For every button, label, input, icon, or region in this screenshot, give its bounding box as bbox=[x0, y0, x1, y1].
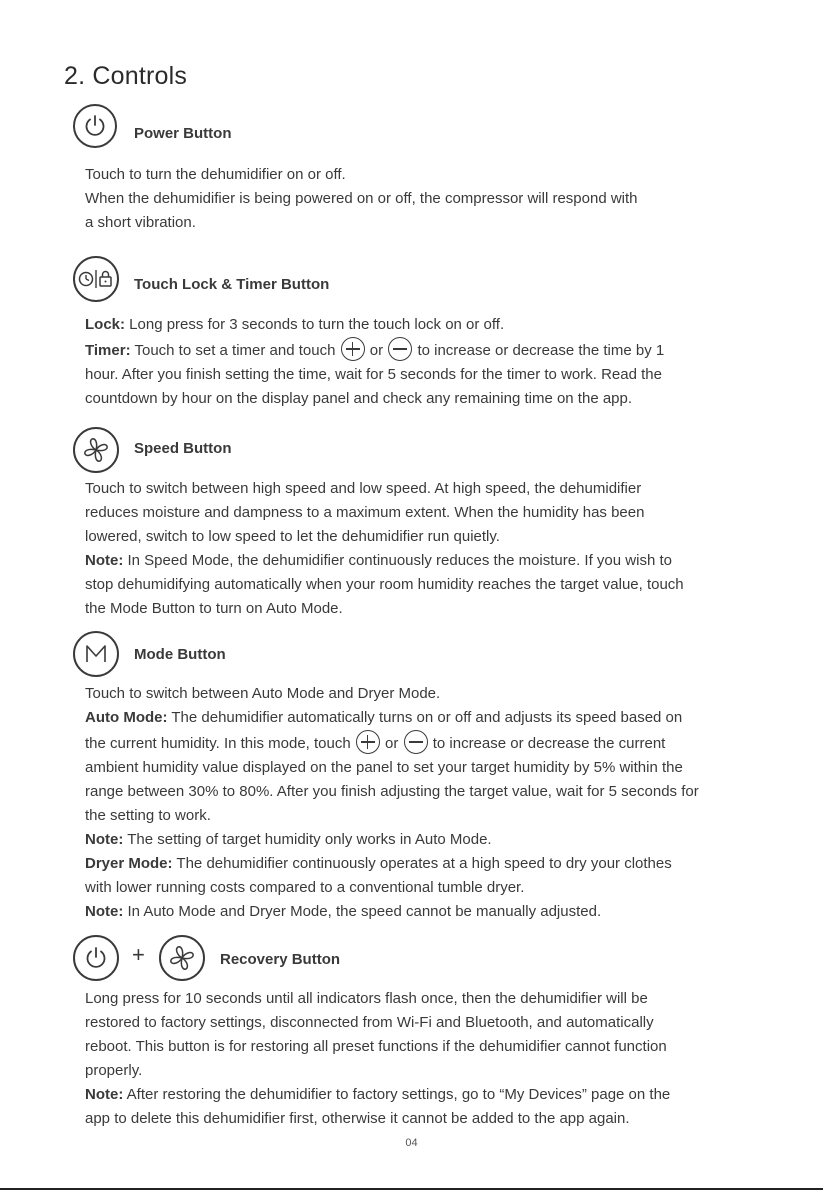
speed-button-description bbox=[85, 477, 785, 621]
power-icon bbox=[82, 944, 110, 972]
speed-button-icon bbox=[73, 427, 119, 473]
auto-mode-text: The dehumidifier automatically turns on or off and adjusts its speed based on bbox=[167, 709, 683, 726]
clock-icon bbox=[80, 273, 93, 286]
power-button-description bbox=[85, 163, 785, 235]
text-line: properly. bbox=[85, 1062, 143, 1079]
note-text: In Speed Mode, the dehumidifier continuously reduces the moisture. If you wish to bbox=[123, 552, 672, 569]
text-line bbox=[85, 828, 785, 852]
auto-mode-label: Auto Mode: bbox=[85, 709, 168, 726]
text-line: stop dehumidifying automatically when your room humidity reaches the target value, touch bbox=[85, 576, 684, 593]
lock-timer-icons bbox=[77, 267, 115, 291]
mode-button-description bbox=[85, 682, 785, 924]
timer-label: Timer: bbox=[85, 342, 131, 359]
recovery-fan-icon bbox=[159, 935, 205, 981]
plus-sign: + bbox=[132, 942, 145, 967]
page-number: 04 bbox=[405, 1137, 418, 1149]
note-text: After restoring the dehumidifier to factory settings, go to “My Devices” page on the bbox=[123, 1086, 671, 1103]
bottom-rule bbox=[0, 1188, 823, 1190]
text-line: reboot. This button is for restoring all preset functions if the dehumidifier cannot function bbox=[85, 1038, 667, 1055]
text-line: reduces moisture and dampness to a maximum extent. When the humidity has been bbox=[85, 504, 645, 521]
text-line: Touch to switch between Auto Mode and Dryer Mode. bbox=[85, 685, 441, 702]
mode-m-icon bbox=[83, 642, 109, 666]
padlock-icon bbox=[100, 272, 111, 287]
dryer-mode-label: Dryer Mode: bbox=[85, 855, 173, 872]
text-line: the setting to work. bbox=[85, 807, 211, 824]
lock-label: Lock: bbox=[85, 316, 126, 333]
text-line: lowered, switch to low speed to let the dehumidifier run quietly. bbox=[85, 528, 500, 545]
text-line bbox=[85, 852, 785, 876]
minus-circle-icon bbox=[404, 730, 428, 754]
text-line: When the dehumidifier is being powered on or off, the compressor will respond with bbox=[85, 190, 638, 207]
text-line: range between 30% to 80%. After you finish adjusting the target value, wait for 5 seconds for bbox=[85, 783, 699, 800]
timer-text: to increase or decrease the time by 1 bbox=[413, 342, 665, 359]
text-line: a short vibration. bbox=[85, 214, 196, 231]
text-line: Touch to switch between high speed and low speed. At high speed, the dehumidifier bbox=[85, 480, 642, 497]
power-button-icon bbox=[73, 104, 117, 148]
text-line bbox=[85, 900, 785, 924]
recovery-power-icon bbox=[73, 935, 119, 981]
plus-circle-icon bbox=[356, 730, 380, 754]
fan-icon bbox=[167, 943, 197, 973]
text-line: restored to factory settings, disconnected from Wi-Fi and Bluetooth, and automatically bbox=[85, 1014, 654, 1031]
fan-icon bbox=[81, 435, 111, 465]
lock-timer-heading: Touch Lock & Timer Button bbox=[134, 276, 330, 293]
text-line: Touch to turn the dehumidifier on or off. bbox=[85, 166, 346, 183]
or-word: or bbox=[365, 342, 388, 359]
minus-circle-icon bbox=[388, 337, 412, 361]
note-label: Note: bbox=[85, 1086, 124, 1103]
mode-button-heading: Mode Button bbox=[134, 646, 226, 663]
plus-circle-icon bbox=[341, 337, 365, 361]
text-line bbox=[85, 337, 785, 363]
note-text: In Auto Mode and Dryer Mode, the speed cannot be manually adjusted. bbox=[123, 903, 602, 920]
mode-button-icon bbox=[73, 631, 119, 677]
text-line: the Mode Button to turn on Auto Mode. bbox=[85, 600, 343, 617]
lock-text: Long press for 3 seconds to turn the touch lock on or off. bbox=[125, 316, 505, 333]
note-label: Note: bbox=[85, 903, 124, 920]
text-line bbox=[85, 730, 785, 756]
recovery-button-description bbox=[85, 987, 785, 1131]
text-line bbox=[85, 1083, 785, 1107]
recovery-button-heading: Recovery Button bbox=[220, 951, 341, 968]
lock-timer-button-icon bbox=[73, 256, 119, 302]
text-line: countdown by hour on the display panel and check any remaining time on the app. bbox=[85, 390, 633, 407]
or-word: or bbox=[380, 735, 403, 752]
lock-timer-description bbox=[85, 313, 785, 411]
text-line bbox=[85, 549, 785, 573]
text-line: app to delete this dehumidifier first, otherwise it cannot be added to the app again. bbox=[85, 1110, 630, 1127]
timer-text: Touch to set a timer and touch bbox=[130, 342, 340, 359]
text-line bbox=[85, 706, 785, 730]
page-title: 2. Controls bbox=[64, 62, 188, 90]
dryer-mode-text: The dehumidifier continuously operates at a high speed to dry your clothes bbox=[172, 855, 672, 872]
text-line: with lower running costs compared to a conventional tumble dryer. bbox=[85, 879, 525, 896]
text-line: hour. After you finish setting the time, wait for 5 seconds for the timer to work. Read the bbox=[85, 366, 662, 383]
note-label: Note: bbox=[85, 552, 124, 569]
note-text: The setting of target humidity only works in Auto Mode. bbox=[123, 831, 492, 848]
text-line: Long press for 10 seconds until all indicators flash once, then the dehumidifier will be bbox=[85, 990, 648, 1007]
power-icon bbox=[81, 112, 109, 140]
text-line: ambient humidity value displayed on the panel to set your target humidity by 5% within the bbox=[85, 759, 683, 776]
text-line bbox=[85, 313, 785, 337]
power-button-heading: Power Button bbox=[134, 125, 232, 142]
auto-mode-text: to increase or decrease the current bbox=[428, 735, 666, 752]
auto-mode-text: the current humidity. In this mode, touch bbox=[85, 735, 355, 752]
note-label: Note: bbox=[85, 831, 124, 848]
speed-button-heading: Speed Button bbox=[134, 440, 232, 457]
